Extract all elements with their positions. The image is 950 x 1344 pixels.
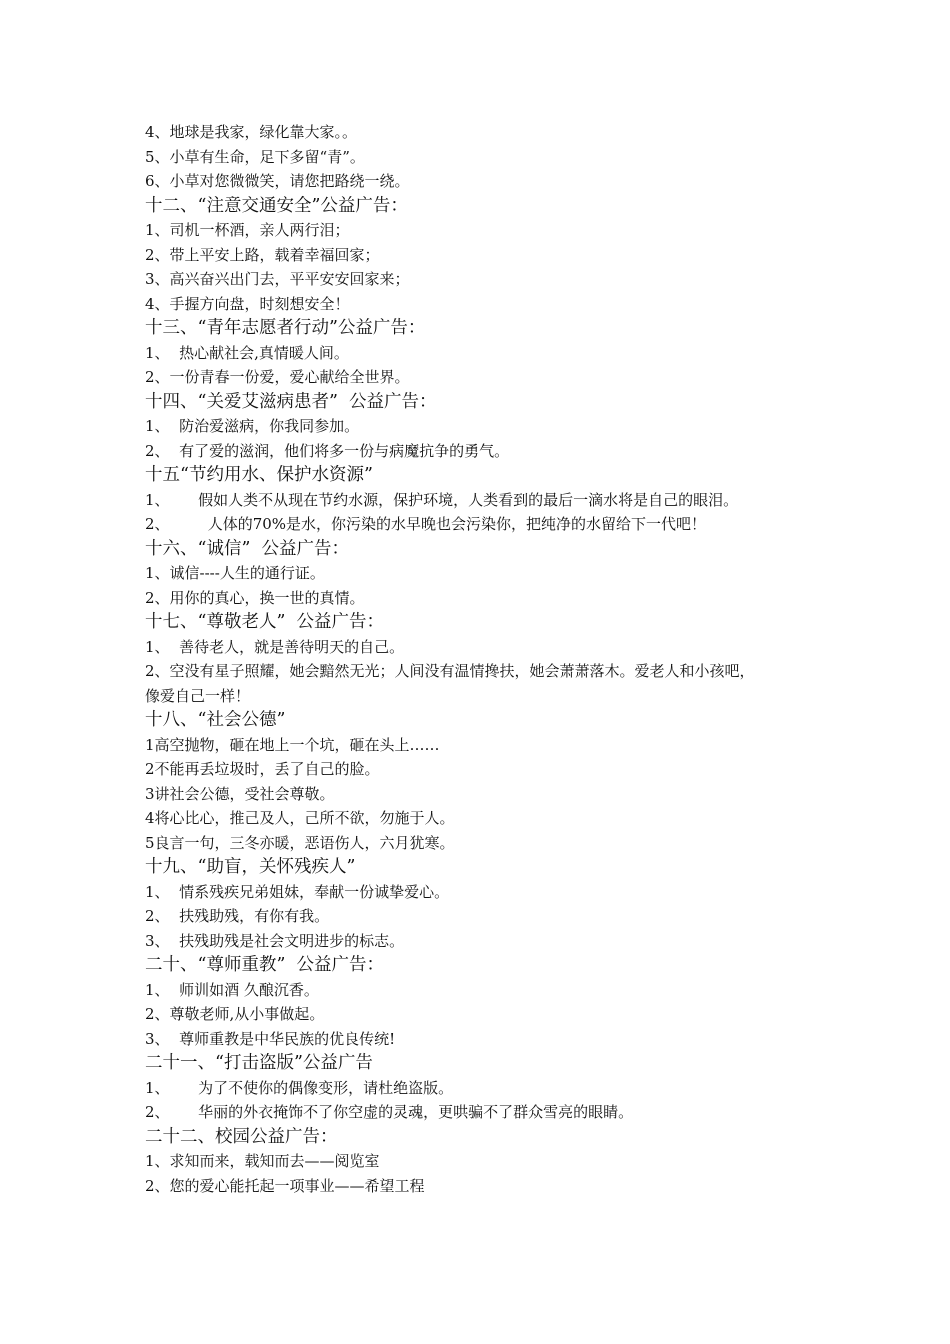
list-item: 2、您的爱心能托起一项事业——希望工程	[145, 1176, 425, 1195]
list-item: 2、空没有星子照耀，她会黯然无光；人间没有温情搀扶，她会萧萧落木。爱老人和小孩吧，	[145, 662, 755, 680]
list-item: 2、用你的真心，换一世的真情。	[145, 588, 365, 607]
section-heading: 十六、“诚信” 公益广告：	[145, 538, 350, 559]
list-item: 3讲社会公德，受社会尊敬。	[145, 784, 335, 803]
list-item: 像爱自己一样！	[145, 686, 251, 705]
list-item: 2、 有了爱的滋润，他们将多一份与病魔抗争的勇气。	[145, 441, 510, 460]
list-item: 5良言一句，三冬亦暖，恶语伤人，六月犹寒。	[145, 833, 455, 852]
document-page	[145, 120, 835, 1198]
section-heading: 十五“节约用水、保护水资源”	[145, 465, 373, 485]
list-item: 2、 华丽的外衣掩饰不了你空虚的灵魂，更哄骗不了群众雪亮的眼睛。	[145, 1103, 634, 1121]
list-item: 1、司机一杯酒，亲人两行泪；	[145, 221, 350, 239]
section-heading: 十八、“社会公德”	[145, 710, 286, 730]
section-heading: 十二、“注意交通安全”公益广告：	[145, 195, 408, 216]
list-item: 1、诚信----人生的通行证。	[145, 564, 325, 582]
section-heading: 二十二、校园公益广告：	[145, 1126, 338, 1147]
section-heading: 十九、“助盲，关怀残疾人”	[145, 857, 356, 877]
list-item: 3、高兴奋兴出门去，平平安安回家来；	[145, 270, 410, 288]
list-item: 1、 善待老人，就是善待明天的自己。	[145, 637, 405, 656]
list-item: 2、 人体的70%是水，你污染的水早晚也会污染你，把纯净的水留给下一代吧！	[145, 515, 707, 533]
list-item: 2、尊敬老师,从小事做起。	[145, 1005, 325, 1023]
list-item: 2、带上平安上路，载着幸福回家；	[145, 245, 380, 264]
list-item: 4将心比心，推己及人，己所不欲，勿施于人。	[145, 809, 455, 827]
list-item: 5、小草有生命，足下多留“青”。	[145, 147, 365, 166]
list-item: 3、 尊师重教是中华民族的优良传统!	[145, 1029, 396, 1048]
list-item: 1高空抛物，砸在地上一个坑，砸在头上……	[145, 735, 440, 754]
section-heading: 十七、“尊敬老人” 公益广告：	[145, 612, 385, 632]
list-item: 1、求知而来，载知而去——阅览室	[145, 1152, 380, 1170]
section-heading: 二十、“尊师重教” 公益广告：	[145, 955, 385, 975]
list-item: 1、 假如人类不从现在节约水源，保护环境，人类看到的最后一滴水将是自己的眼泪。	[145, 490, 739, 509]
list-item: 4、手握方向盘，时刻想安全！	[145, 294, 350, 313]
section-heading: 十四、“关爱艾滋病患者” 公益广告：	[145, 391, 437, 412]
list-item: 2、一份青春一份爱，爱心献给全世界。	[145, 368, 410, 386]
list-item: 1、 师训如酒 久酿沉香。	[145, 980, 319, 999]
list-item: 1、 热心献社会,真情暖人间。	[145, 343, 349, 362]
list-item: 2、 扶残助残，有你有我。	[145, 907, 330, 925]
list-item: 1、 防治爱滋病，你我同参加。	[145, 417, 360, 435]
list-item: 3、 扶残助残是社会文明进步的标志。	[145, 931, 405, 950]
list-item: 6、小草对您微微笑，请您把路绕一绕。	[145, 172, 410, 190]
section-heading: 二十一、“打击盗版”公益广告	[145, 1053, 373, 1073]
list-item: 2不能再丢垃圾时，丢了自己的脸。	[145, 760, 380, 778]
list-item: 1、 情系残疾兄弟姐妹，奉献一份诚挚爱心。	[145, 882, 450, 901]
list-item: 1、 为了不使你的偶像变形，请杜绝盗版。	[145, 1078, 454, 1097]
list-item: 4、地球是我家，绿化靠大家。。	[145, 123, 358, 141]
section-heading: 十三、“青年志愿者行动”公益广告：	[145, 318, 426, 338]
